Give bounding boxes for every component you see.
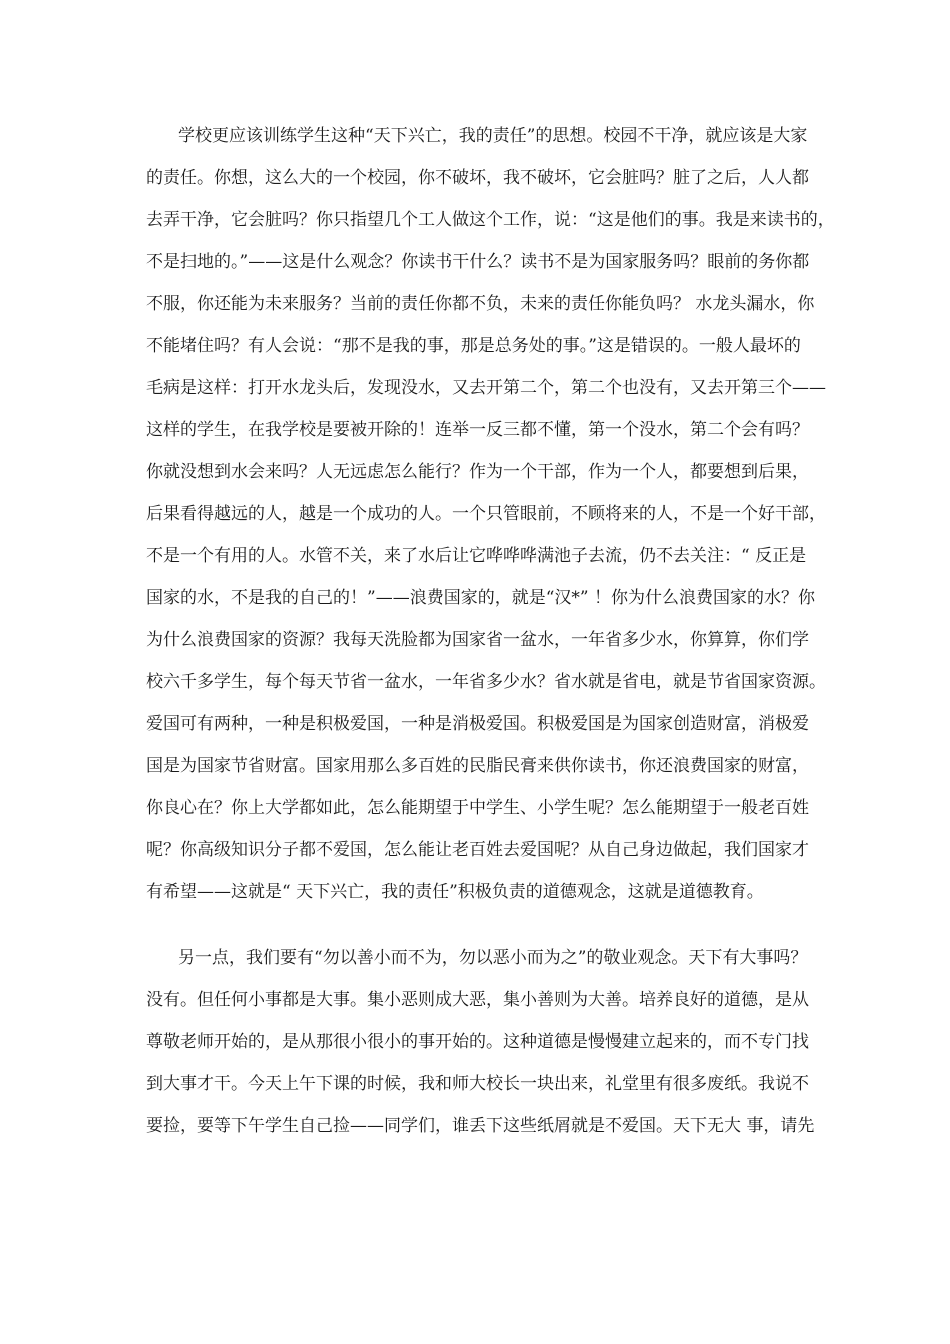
text-line: 学校更应该训练学生这种“天下兴亡，我的责任”的思想。校园不干净，就应该是大家: [178, 126, 808, 146]
text-line: 呢？你高级知识分子都不爱国，怎么能让老百姓去爱国呢？从自己身边做起，我们国家才: [146, 840, 809, 860]
text-line: 尊敬老师开始的，是从那很小很小的事开始的。这种道德是慢慢建立起来的，而不专门找: [146, 1032, 809, 1052]
text-line: 要捡，要等下午学生自己捡——同学们，谁丢下这些纸屑就是不爱国。天下无大 事，请先: [146, 1116, 815, 1136]
text-line: 为什么浪费国家的资源？我每天洗脸都为国家省一盆水，一年省多少水，你算算，你们学: [146, 630, 809, 650]
text-line: 后果看得越远的人，越是一个成功的人。一个只管眼前，不顾将来的人，不是一个好干部，: [146, 504, 826, 524]
text-line: 这样的学生，在我学校是要被开除的！连举一反三都不懂，第一个没水，第二个会有吗？: [146, 420, 809, 440]
text-line: 不是扫地的。”——这是什么观念？你读书干什么？读书不是为国家服务吗？眼前的务你都: [146, 252, 810, 272]
text-line: 去弄干净，它会脏吗？你只指望几个工人做这个工作，说：“这是他们的事。我是来读书的，: [146, 210, 835, 230]
text-line: 国是为国家节省财富。国家用那么多百姓的民脂民膏来供你读书，你还浪费国家的财富，: [146, 756, 809, 776]
text-line: 爱国可有两种，一种是积极爱国，一种是消极爱国。积极爱国是为国家创造财富，消极爱: [146, 714, 809, 734]
text-line: 不服，你还能为未来服务？当前的责任你都不负，未来的责任你能负吗？ 水龙头漏水，你: [146, 294, 815, 314]
text-line: 有希望——这就是“ 天下兴亡，我的责任”积极负责的道德观念，这就是道德教育。: [146, 882, 764, 902]
text-line: 到大事才干。今天上午下课的时候，我和师大校长一块出来，礼堂里有很多废纸。我说不: [146, 1074, 809, 1094]
text-line: 另一点，我们要有“勿以善小而不为，勿以恶小而为之”的敬业观念。天下有大事吗？: [178, 948, 808, 968]
text-line: 不能堵住吗？有人会说：“那不是我的事，那是总务处的事。”这是错误的。一般人最坏的: [146, 336, 801, 356]
text-line: 你良心在？你上大学都如此，怎么能期望于中学生、小学生呢？怎么能期望于一般老百姓: [146, 798, 809, 818]
text-line: 你就没想到水会来吗？人无远虑怎么能行？作为一个干部，作为一个人，都要想到后果，: [146, 462, 809, 482]
text-line: 毛病是这样：打开水龙头后，发现没水，又去开第二个，第二个也没有，又去开第三个——: [146, 378, 826, 398]
text-line: 的责任。你想，这么大的一个校园，你不破坏，我不破坏，它会脏吗？脏了之后，人人都: [146, 168, 809, 188]
text-line: 校六千多学生，每个每天节省一盆水，一年省多少水？省水就是省电，就是节省国家资源。: [146, 672, 826, 692]
text-line: 不是一个有用的人。水管不关，来了水后让它哗哗哗满池子去流，仍不去关注：“ 反正是: [146, 546, 807, 566]
text-line: 国家的水，不是我的自己的！”——浪费国家的，就是“汉*” ！你为什么浪费国家的水？你: [146, 588, 815, 608]
text-line: 没有。但任何小事都是大事。集小恶则成大恶，集小善则为大善。培养良好的道德，是从: [146, 990, 809, 1010]
